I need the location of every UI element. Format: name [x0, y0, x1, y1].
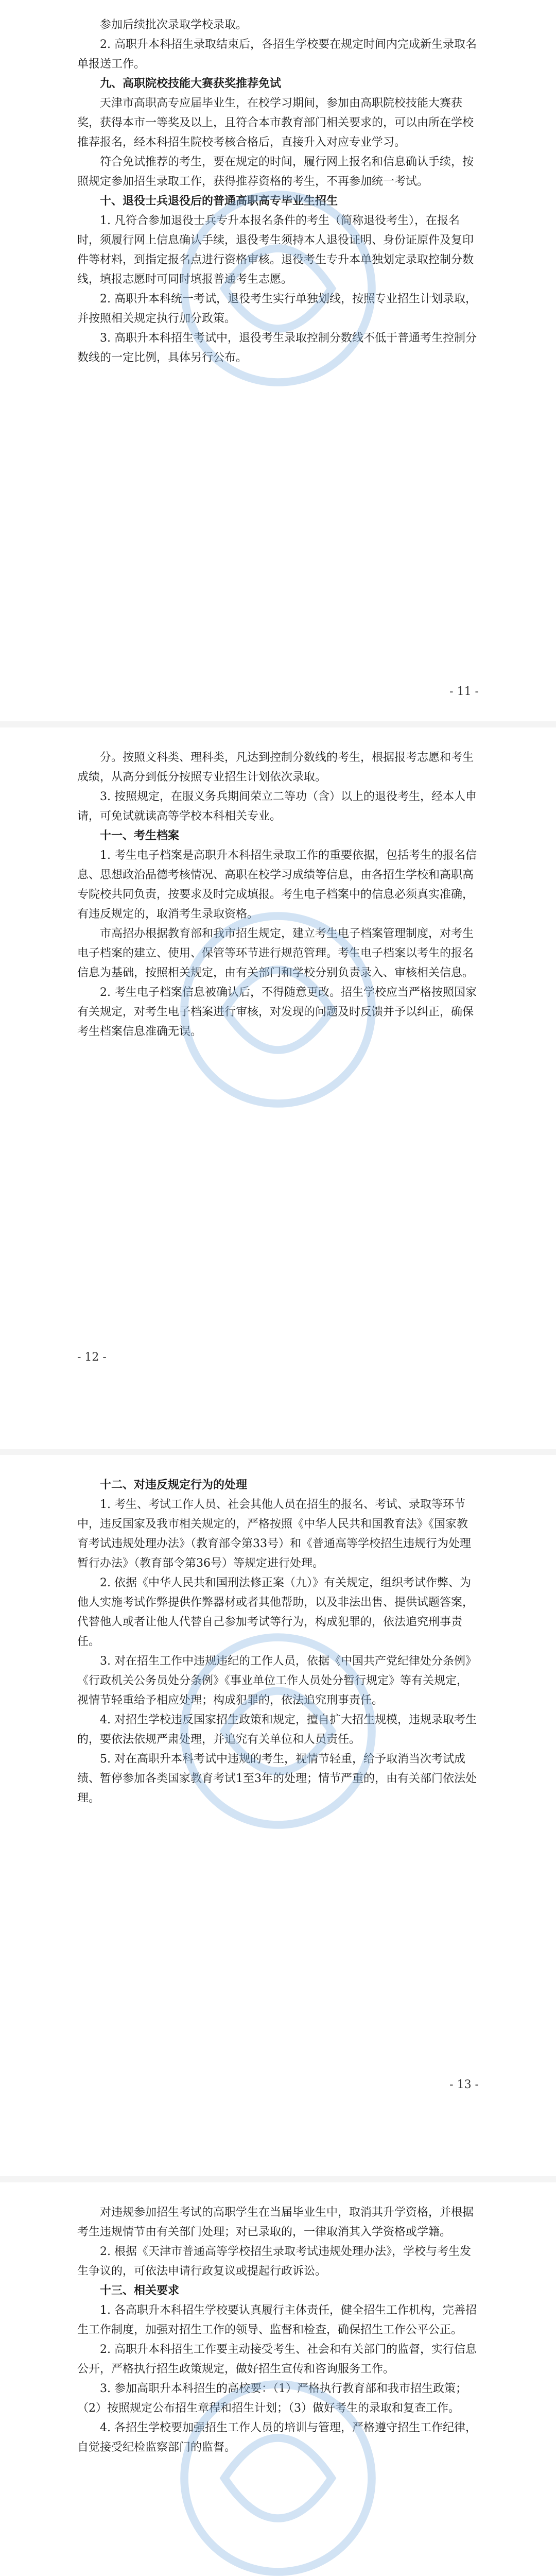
paragraph: 2. 高职升本科统一考试，退役考生实行单独划线，按照专业招生计划录取，并按照相关规定执行加分政策。	[77, 293, 477, 325]
section-heading: 十三、相关要求	[100, 2284, 180, 2297]
page-number: - 13 -	[449, 2078, 479, 2091]
paragraph: 3. 对在招生工作中违规违纪的工作人员，依据《中国共产党纪律处分条例》《行政机关公务员处分条例》《事业单位工作人员处分暂行规定》等有关规定，视情节轻重给予相应处理；构成犯罪的，依法追究刑事责任。	[77, 1655, 477, 1707]
paragraph: 3. 参加高职升本科招生的高校要：（1）严格执行教育部和我市招生政策；（2）按照规定公布招生章程和招生计划；（3）做好考生的录取和复查工作。	[77, 2382, 467, 2415]
paragraph: 2. 依据《中华人民共和国刑法修正案（九）》有关规定，组织考试作弊、为他人实施考试作弊提供作弊器材或者其他帮助，以及非法出售、提供试题答案，代替他人或者让他人代替自己参加考试等行为，构成犯罪的，依法追究刑事责任。	[77, 1577, 474, 1648]
section-heading: 十一、考生档案	[100, 829, 180, 842]
paragraph: 2. 根据《天津市普通高等学校招生录取考试违规处理办法》，学校与考生发生争议的，可依法申请行政复议或提起行政诉讼。	[77, 2245, 471, 2278]
paragraph: 2. 高职升本科招生工作要主动接受考生、社会和有关部门的监督，实行信息公开，严格执行招生政策规定，做好招生宣传和咨询服务工作。	[77, 2343, 477, 2376]
page-4-body	[77, 2203, 479, 2458]
page-divider	[0, 2176, 556, 2182]
page-divider	[0, 1449, 556, 1455]
paragraph: 参加后续批次录取学校录取。	[100, 19, 248, 31]
section-heading: 九、高职院校技能大赛获奖推荐免试	[100, 77, 282, 90]
paragraph: 5. 对在高职升本科考试中违规的考生，视情节轻重，给予取消当次考试成绩、暂停参加各类国家教育考试1至3年的处理；情节严重的，由有关部门依法处理。	[77, 1753, 477, 1805]
page-number: - 12 -	[77, 1351, 107, 1364]
page-2	[0, 727, 556, 1449]
paragraph: 分。按照文科类、理科类，凡达到控制分数线的考生，根据报考志愿和考生成绩，从高分到低分按照专业招生计划依次录取。	[77, 751, 474, 784]
paragraph: 1. 凡符合参加退役士兵专升本报名条件的考生（简称退役考生），在报名时，须履行网上信息确认手续，退役考生须持本人退役证明、身份证原件及复印件等材料，到指定报名点进行资格审核。退役考生专升本单独划定录取控制分数线，填报志愿时可同时填报普通考生志愿。	[77, 214, 474, 286]
paragraph: 4. 各招生学校要加强招生工作人员的培训与管理，严格遵守招生工作纪律，自觉接受纪检监察部门的监督。	[77, 2421, 477, 2454]
paragraph: 1. 各高职升本科招生学校要认真履行主体责任，健全招生工作机构，完善招生工作制度，加强对招生工作的领导、监督和检查，确保招生工作公平公正。	[77, 2304, 477, 2336]
paragraph: 1. 考生电子档案是高职升本科招生录取工作的重要依据，包括考生的报名信息、思想政治品德考核情况、高职在校学习成绩等信息，由各招生学校和高职高专院校共同负责，按要求及时完成填报。考生电子档案中的信息必须真实准确，有违反规定的，取消考生录取资格。	[77, 849, 477, 921]
paragraph: 4. 对招生学校违反国家招生政策和规定，擅自扩大招生规模，违规录取考生的，要依法依规严肃处理，并追究有关单位和人员责任。	[77, 1714, 477, 1746]
paragraph: 市高招办根据教育部和我市招生规定，建立考生电子档案管理制度，对考生电子档案的建立、使用、保管等环节进行规范管理。考生电子档案以考生的报名信息为基础，按照相关规定，由有关部门和学校分别负责录入、审核相关信息。	[77, 927, 474, 979]
paragraph: 3. 按照规定，在服义务兵期间荣立二等功（含）以上的退役考生，经本人申请，可免试就读高等学校本科相关专业。	[77, 790, 477, 823]
page-number: - 11 -	[449, 685, 479, 698]
paragraph: 天津市高职高专应届毕业生，在校学习期间，参加由高职院校技能大赛获奖，获得本市一等奖及以上，且符合本市教育部门相关要求的，可以由所在学校推荐报名，经本科招生院校考核合格后，直接升入对应专业学习。	[77, 97, 474, 149]
paragraph: 符合免试推荐的考生，要在规定的时间，履行网上报名和信息确认手续，按照规定参加招生录取工作，获得推荐资格的考生，不再参加统一考试。	[77, 156, 474, 188]
page-divider	[0, 721, 556, 727]
page-2-body	[77, 748, 479, 1042]
page-1	[0, 0, 556, 721]
paragraph: 2. 高职升本科招生录取结束后，各招生学校要在规定时间内完成新生录取名单报送工作。	[77, 38, 477, 71]
paragraph: 对违规参加招生考试的高职学生在当届毕业生中，取消其升学资格，并根据考生违规情节由有关部门处理；对已录取的，一律取消其入学资格或学籍。	[77, 2206, 474, 2239]
paragraph: 2. 考生电子档案信息被确认后，不得随意更改。招生学校应当严格按照国家有关规定，对考生电子档案进行审核，对发现的问题及时反馈并予以纠正，确保考生档案信息准确无误。	[77, 986, 477, 1038]
page-4	[0, 2182, 556, 2576]
page-3-body	[77, 1476, 479, 1808]
section-heading: 十二、对违反规定行为的处理	[100, 1479, 248, 1492]
page-3	[0, 1455, 556, 2176]
page-1-body	[77, 15, 479, 368]
paragraph: 1. 考生、考试工作人员、社会其他人员在招生的报名、考试、录取等环节中，违反国家及我市相关规定的，严格按照《中华人民共和国教育法》《国家教育考试违规处理办法》（教育部令第33号）和《普通高等学校招生违规行为处理暂行办法》（教育部令第36号）等规定进行处理。	[77, 1498, 471, 1570]
section-heading: 十、退役士兵退役后的普通高职高专毕业生招生	[100, 195, 338, 208]
paragraph: 3. 高职升本科招生考试中，退役考生录取控制分数线不低于普通考生控制分数线的一定比例，具体另行公布。	[77, 332, 477, 364]
